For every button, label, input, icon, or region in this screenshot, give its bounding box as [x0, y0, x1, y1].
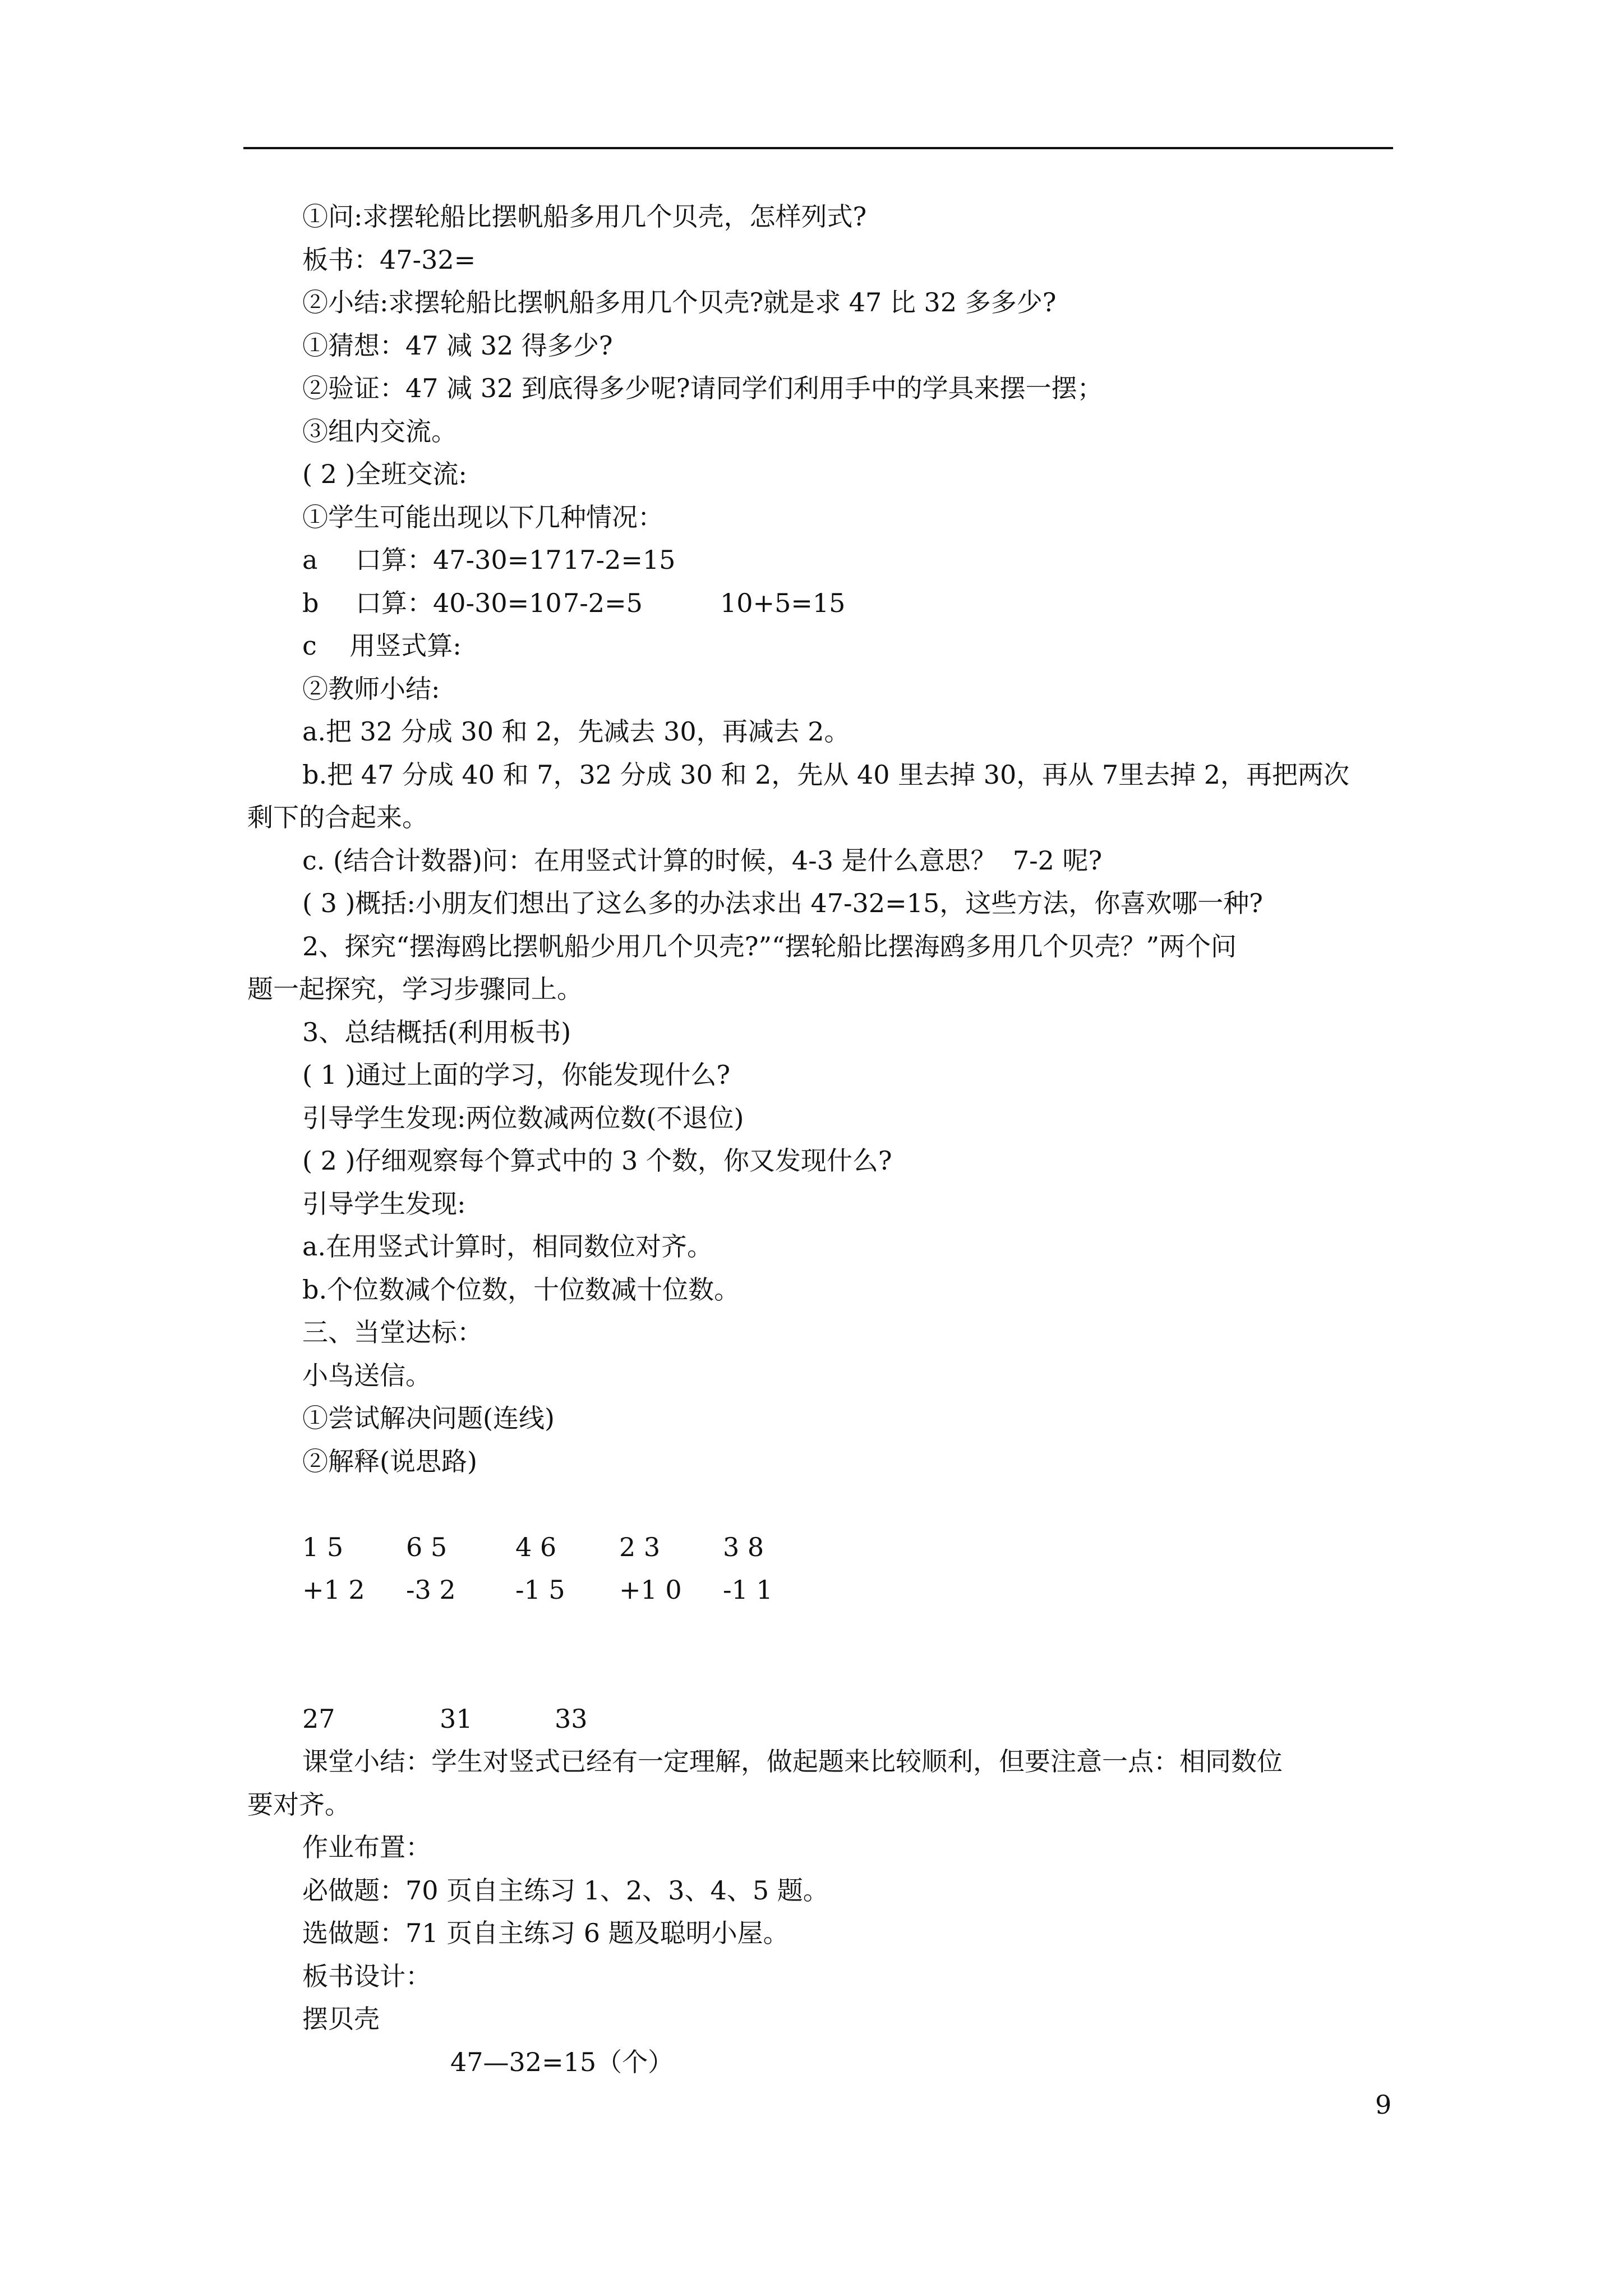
document-body	[247, 195, 1397, 2083]
page-number: 9	[1375, 2090, 1392, 2120]
calc-operand: 3 8	[723, 1531, 764, 1562]
text-line: ( 2 )仔细观察每个算式中的 3 个数，你又发现什么?	[302, 1145, 892, 1176]
oral-label: a	[302, 545, 318, 575]
text-line: c 用竖式算:	[302, 631, 462, 661]
oral-calc-a	[247, 539, 1397, 582]
calc-operand: +1 0	[619, 1575, 682, 1605]
result-value: 27	[302, 1703, 335, 1734]
text-line: 引导学生发现:	[302, 1188, 466, 1219]
section-heading: 三、当堂达标：	[302, 1317, 483, 1347]
text-line: 课堂小结：学生对竖式已经有一定理解，做起题来比较顺利，但要注意一点：相同数位	[302, 1746, 1283, 1777]
text-line: ①问:求摆轮船比摆帆船多用几个贝壳，怎样列式?	[302, 201, 867, 232]
board-formula: 47—32=15（个）	[450, 2046, 674, 2077]
text-line: 题一起探究，学习步骤同上。	[247, 974, 583, 1004]
text-line: 要对齐。	[247, 1789, 351, 1820]
oral-calc-b	[247, 582, 1397, 625]
text-line: 3、总结概括(利用板书)	[302, 1016, 571, 1047]
text-line: ②解释(说思路)	[302, 1446, 477, 1476]
calc-operand: 4 6	[515, 1531, 557, 1562]
text-line: ②验证：47 减 32 到底得多少呢?请同学们利用手中的学具来摆一摆；	[302, 373, 1103, 403]
text-line: a.把 32 分成 30 和 2，先减去 30，再减去 2。	[302, 716, 850, 747]
text-line: 板书设计：	[302, 1961, 431, 1991]
text-line: ( 3 )概括:小朋友们想出了这么多的办法求出 47-32=15，这些方法，你喜欢哪一种?	[302, 888, 1263, 918]
calc-operand: +1 2	[302, 1575, 365, 1605]
text-line: 板书：47-32=	[302, 244, 476, 275]
calc-top-row	[247, 1526, 1397, 1569]
text-line: 2、探究“摆海鸥比摆帆船少用几个贝壳?”“摆轮船比摆海鸥多用几个贝壳？”两个问	[302, 931, 1237, 961]
oral-step: 7-2=5	[563, 587, 643, 618]
calc-bottom-row	[247, 1568, 1397, 1612]
text-line: 选做题：71 页自主练习 6 题及聪明小屋。	[302, 1918, 789, 1948]
header-rule	[243, 147, 1393, 149]
calc-operand: 2 3	[619, 1531, 661, 1562]
text-line: ①学生可能出现以下几种情况：	[302, 501, 663, 532]
oral-step: 口算：47-30=17	[356, 545, 562, 575]
calc-operand: -1 1	[723, 1575, 773, 1605]
calc-operand: -3 2	[406, 1575, 456, 1605]
result-value: 31	[440, 1703, 473, 1734]
text-line: 摆贝壳	[302, 2004, 380, 2034]
text-line: ①猜想：47 减 32 得多少?	[302, 330, 613, 361]
text-line: ①尝试解决问题(连线)	[302, 1403, 555, 1433]
result-row	[247, 1697, 1397, 1741]
text-line: 小鸟送信。	[302, 1360, 431, 1391]
text-line: 作业布置：	[302, 1832, 431, 1862]
result-value: 33	[555, 1703, 588, 1734]
text-line: 必做题：70 页自主练习 1、2、3、4、5 题。	[302, 1875, 829, 1906]
text-line: c. (结合计数器)问：在用竖式计算的时候，4-3 是什么意思？ 7-2 呢?	[302, 845, 1103, 876]
text-line: ③组内交流。	[302, 416, 457, 447]
text-line: ( 2 )全班交流:	[302, 459, 467, 489]
oral-step: 口算：40-30=10	[356, 587, 562, 618]
calc-operand: -1 5	[515, 1575, 565, 1605]
text-line: a.在用竖式计算时，相同数位对齐。	[302, 1231, 713, 1262]
text-line: b.个位数减个位数，十位数减十位数。	[302, 1274, 740, 1305]
text-line: 引导学生发现:两位数减两位数(不退位)	[302, 1102, 744, 1133]
text-line: ②小结:求摆轮船比摆帆船多用几个贝壳?就是求 47 比 32 多多少?	[302, 287, 1057, 318]
text-line: ( 1 )通过上面的学习，你能发现什么?	[302, 1060, 731, 1090]
text-line: b.把 47 分成 40 和 7，32 分成 30 和 2，先从 40 里去掉 30，再从 7里去掉 2，再把两次	[302, 759, 1350, 790]
text-line: ②教师小结:	[302, 673, 440, 704]
calc-operand: 1 5	[302, 1531, 344, 1562]
calc-operand: 6 5	[406, 1531, 448, 1562]
oral-step: 10+5=15	[720, 587, 846, 618]
oral-label: b	[302, 587, 319, 618]
oral-step: 17-2=15	[563, 545, 676, 575]
text-line: 剩下的合起来。	[247, 802, 428, 832]
